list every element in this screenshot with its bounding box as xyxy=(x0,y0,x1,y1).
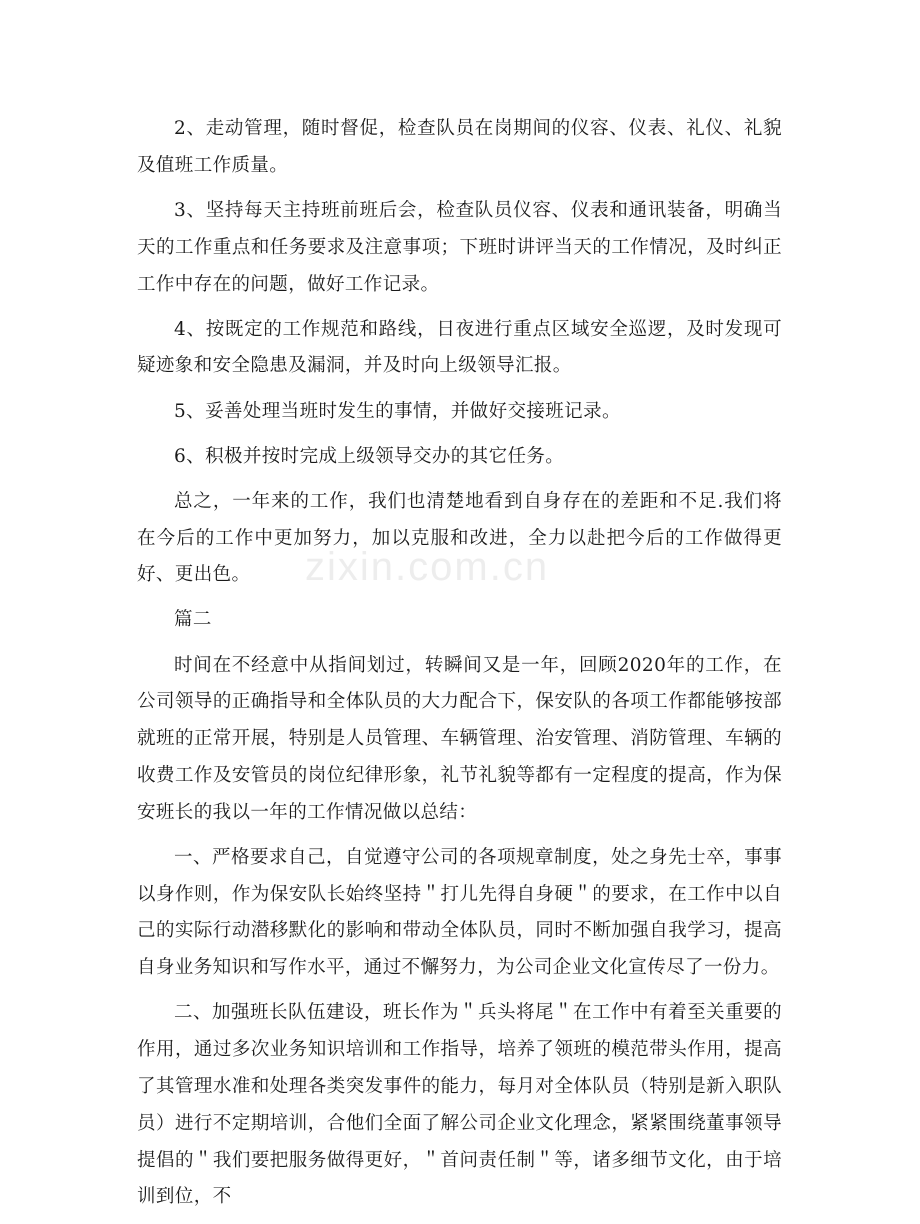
paragraph-point-one: 一、严格要求自己，自觉遵守公司的各项规章制度，处之身先士卒，事事以身作则，作为保安队长始终坚持＂打儿先得自身硬＂的要求，在工作中以自己的实际行动潜移默化的影响和带动全体队员，同时不断加强自我学习，提高自身业务知识和写作水平，通过不懈努力，为公司企业文化宣传尽了一份力。 xyxy=(137,846,782,979)
paragraph-item-5: 5、妥善处理当班时发生的事情，并做好交接班记录。 xyxy=(174,400,621,422)
document-body xyxy=(137,111,782,1224)
paragraph-summary: 总之，一年来的工作，我们也清楚地看到自身存在的差距和不足.我们将在今后的工作中更加努力，加以克服和改进，全力以赴把今后的工作做得更好、更出色。 xyxy=(137,490,782,586)
paragraph-intro: 时间在不经意中从指间划过，转瞬间又是一年，回顾2020年的工作，在公司领导的正确指导和全体队员的大力配合下，保安队的各项工作都能够按部就班的正常开展，特别是人员管理、车辆管理、治安管理、消防管理、车辆的收费工作及安管员的岗位纪律形象，礼节礼貌等都有一定程度的提高，作为保安班长的我以一年的工作情况做以总结： xyxy=(137,654,782,823)
paragraph-item-3: 3、坚持每天主持班前班后会，检查队员仪容、仪表和通讯装备，明确当天的工作重点和任务要求及注意事项；下班时讲评当天的工作情况，及时纠正工作中存在的问题，做好工作记录。 xyxy=(137,199,782,295)
paragraph-point-two: 二、加强班长队伍建设，班长作为＂兵头将尾＂在工作中有着至关重要的作用，通过多次业务知识培训和工作指导，培养了领班的模范带头作用，提高了其管理水准和处理各类突发事件的能力，每月对全体队员（特别是新入职队员）进行不定期培训，合他们全面了解公司企业文化理念，紧紧围绕董事领导提倡的＂我们要把服务做得更好，＂首问责任制＂等，诸多细节文化，由于培训到位，不 xyxy=(137,1002,782,1208)
section-heading-part-two: 篇二 xyxy=(174,609,212,631)
watermark-text: zixin.com.cn xyxy=(305,545,550,589)
paragraph-item-6: 6、积极并按时完成上级领导交办的其它任务。 xyxy=(174,445,565,467)
paragraph-item-4: 4、按既定的工作规范和路线，日夜进行重点区域安全巡逻，及时发现可疑迹象和安全隐患及漏洞，并及时向上级领导汇报。 xyxy=(137,318,782,377)
paragraph-item-2: 2、走动管理，随时督促，检查队员在岗期间的仪容、仪表、礼仪、礼貌及值班工作质量。 xyxy=(137,118,782,176)
